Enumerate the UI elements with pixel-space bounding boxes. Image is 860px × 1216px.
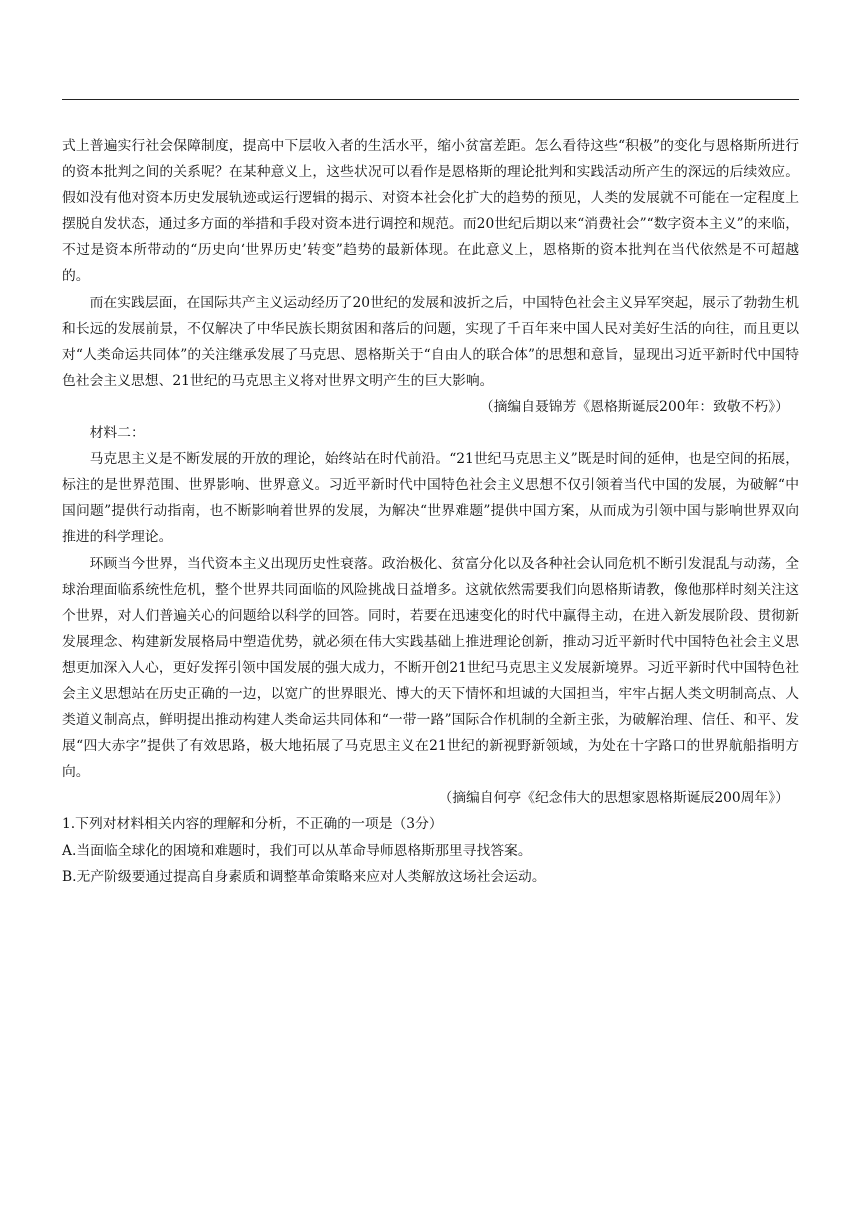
question-1-stem: 1.下列对材料相关内容的理解和分析，不正确的一项是（3分）	[62, 816, 443, 833]
document-body	[62, 133, 799, 890]
material1-source: （摘编自聂锦芳《恩格斯诞辰200年：致敬不朽》）	[479, 398, 789, 415]
material2-source: （摘编自何亭《纪念伟大的思想家恩格斯诞辰200周年》）	[438, 790, 789, 807]
header-rule	[62, 99, 799, 100]
question-1-option-b: B.无产阶级要通过提高自身素质和调整革命策略来应对人类解放这场社会运动。	[62, 868, 546, 885]
material2-label: 材料二：	[89, 425, 145, 442]
material1-paragraph-1: 式上普遍实行社会保障制度，提高中下层收入者的生活水平，缩小贫富差距。怎么看待这些“积极”的变化与恩格斯所进行的资本批判之间的关系呢？在某种意义上，这些状况可以看作是恩格斯的理论批判和实践活动所产生的深远的后续效应。假如没有他对资本历史发展轨迹或运行逻辑的揭示、对资本社会化扩大的趋势的预见，人类的发展就不可能在一定程度上摆脱自发状态，通过多方面的举措和手段对资本进行调控和规范。而20世纪后期以来“消费社会”“数字资本主义”的来临，不过是资本所带动的“历史向‘世界历史’转变”趋势的最新体现。在此意义上，恩格斯的资本批判在当代依然是不可超越的。	[62, 138, 799, 285]
material1-paragraph-2: 而在实践层面，在国际共产主义运动经历了20世纪的发展和波折之后，中国特色社会主义异军突起，展示了勃勃生机和长远的发展前景，不仅解决了中华民族长期贫困和落后的问题，实现了千百年来中国人民对美好生活的向往，而且更以对“人类命运共同体”的关注继承发展了马克思、恩格斯关于“自由人的联合体”的思想和意旨，显现出习近平新时代中国特色社会主义思想、21世纪的马克思主义将对世界文明产生的巨大影响。	[62, 294, 799, 389]
question-1-option-a: A.当面临全球化的困境和难题时，我们可以从革命导师恩格斯那里寻找答案。	[62, 842, 532, 859]
material2-paragraph-1: 马克思主义是不断发展的开放的理论，始终站在时代前沿。“21世纪马克思主义”既是时间的延伸，也是空间的拓展，标注的是世界范围、世界影响、世界意义。习近平新时代中国特色社会主义思想不仅引领着当代中国的发展，为破解“中国问题”提供行动指南，也不断影响着世界的发展，为解决“世界难题”提供中国方案，从而成为引领中国与影响世界双向推进的科学理论。	[62, 451, 799, 546]
material2-paragraph-2: 环顾当今世界，当代资本主义出现历史性衰落。政治极化、贫富分化以及各种社会认同危机不断引发混乱与动荡，全球治理面临系统性危机，整个世界共同面临的风险挑战日益增多。这就依然需要我们向恩格斯请教，像他那样时刻关注这个世界，对人们普遍关心的问题给以科学的回答。同时，若要在迅速变化的时代中赢得主动，在进入新发展阶段、贯彻新发展理念、构建新发展格局中塑造优势，就必须在伟大实践基础上推进理论创新，推动习近平新时代中国特色社会主义思想更加深入人心，更好发挥引领中国发展的强大成力，不断开创21世纪马克思主义发展新境界。习近平新时代中国特色社会主义思想站在历史正确的一边，以宽广的世界眼光、博大的天下情怀和坦诚的大国担当，牢牢占据人类文明制高点、人类道义制高点，鲜明提出推动构建人类命运共同体和“一带一路”国际合作机制的全新主张，为破解治理、信任、和平、发展“四大赤字”提供了有效思路，极大地拓展了马克思主义在21世纪的新视野新领域，为处在十字路口的世界航船指明方向。	[62, 555, 799, 781]
